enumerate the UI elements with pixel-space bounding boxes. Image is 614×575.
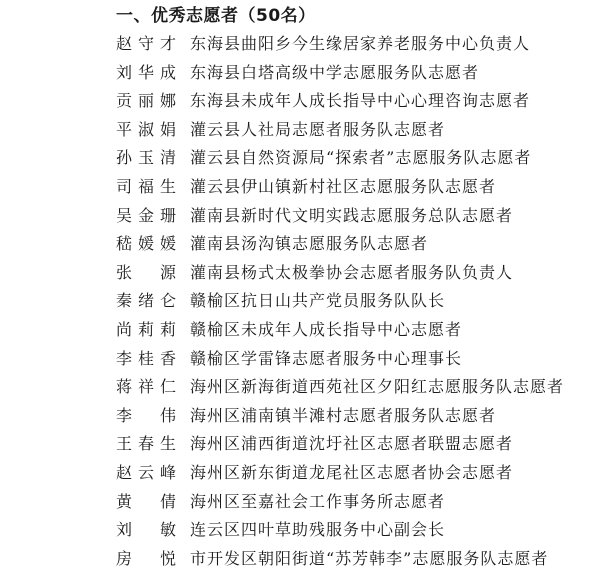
volunteer-name: 张 源 [116,262,176,282]
volunteer-name: 赵守才 [116,34,176,53]
list-item [0,402,614,431]
list-item [0,30,614,59]
volunteer-name: 黄 倩 [116,491,176,511]
list-item [0,459,614,488]
volunteer-description: 海州区至嘉社会工作事务所志愿者 [190,491,446,511]
volunteer-description: 东海县白塔高级中学志愿服务队志愿者 [190,62,480,82]
volunteer-description: 灌云县伊山镇新村社区志愿服务队志愿者 [190,176,497,196]
volunteer-name: 孙玉清 [116,148,176,168]
volunteer-name: 秦绪仑 [116,291,176,311]
volunteer-name: 房 悦 [116,548,176,568]
volunteer-name: 李 伟 [116,405,176,425]
volunteer-name: 蒋祥仁 [116,377,176,397]
list-item [0,345,614,374]
volunteer-description: 赣榆区未成年人成长指导中心志愿者 [190,319,463,339]
volunteer-name: 贡丽娜 [116,91,176,111]
list-item [0,230,614,259]
list-item [0,545,614,574]
volunteer-description: 灌南县新时代文明实践志愿服务总队志愿者 [190,205,514,225]
list-item [0,373,614,402]
volunteer-description: 灌南县杨式太极拳协会志愿者服务队负责人 [190,262,514,282]
list-item [0,116,614,145]
volunteer-name: 刘 敏 [116,520,176,540]
list-item [0,316,614,345]
volunteer-description: 赣榆区抗日山共产党员服务队队长 [190,291,446,311]
volunteer-name: 赵云峰 [116,462,176,482]
section-heading: 一、优秀志愿者（50名） [116,6,316,26]
volunteer-name: 李桂香 [116,348,176,368]
volunteer-name: 吴金珊 [116,205,176,225]
volunteer-description: 灌南县汤沟镇志愿服务队志愿者 [190,234,429,254]
volunteer-description: 灌云县自然资源局“探索者”志愿服务队志愿者 [190,148,532,168]
list-item [0,516,614,545]
volunteer-description: 灌云县人社局志愿者服务队志愿者 [190,119,446,139]
volunteer-name: 刘华成 [116,62,176,82]
list-item [0,430,614,459]
volunteer-name: 尚莉莉 [116,319,176,339]
volunteer-list [0,30,614,573]
list-item [0,259,614,288]
volunteer-description: 海州区浦南镇半滩村志愿者服务队志愿者 [190,405,497,425]
volunteer-description: 连云区四叶草助残服务中心副会长 [190,520,446,540]
volunteer-name: 司福生 [116,176,176,196]
volunteer-description: 海州区新东街道龙尾社区志愿者协会志愿者 [190,462,514,482]
list-item [0,287,614,316]
volunteer-description: 东海县曲阳乡今生缘居家养老服务中心负责人 [190,34,531,53]
volunteer-description: 海州区新海街道西苑社区夕阳红志愿服务队志愿者 [190,377,565,397]
list-item [0,87,614,116]
volunteer-description: 赣榆区学雷锋志愿者服务中心理事长 [190,348,463,368]
list-item [0,173,614,202]
volunteer-name: 嵇媛媛 [116,234,176,254]
volunteer-description: 东海县未成年人成长指导中心心理咨询志愿者 [190,91,531,111]
list-item [0,202,614,231]
volunteer-name: 王春生 [116,434,176,454]
list-item [0,59,614,88]
list-item [0,144,614,173]
volunteer-description: 海州区浦西街道沈圩社区志愿者联盟志愿者 [190,434,514,454]
volunteer-description: 市开发区朝阳街道“苏芳韩李”志愿服务队志愿者 [190,548,549,568]
volunteer-name: 平淑娟 [116,119,176,139]
list-item [0,488,614,517]
